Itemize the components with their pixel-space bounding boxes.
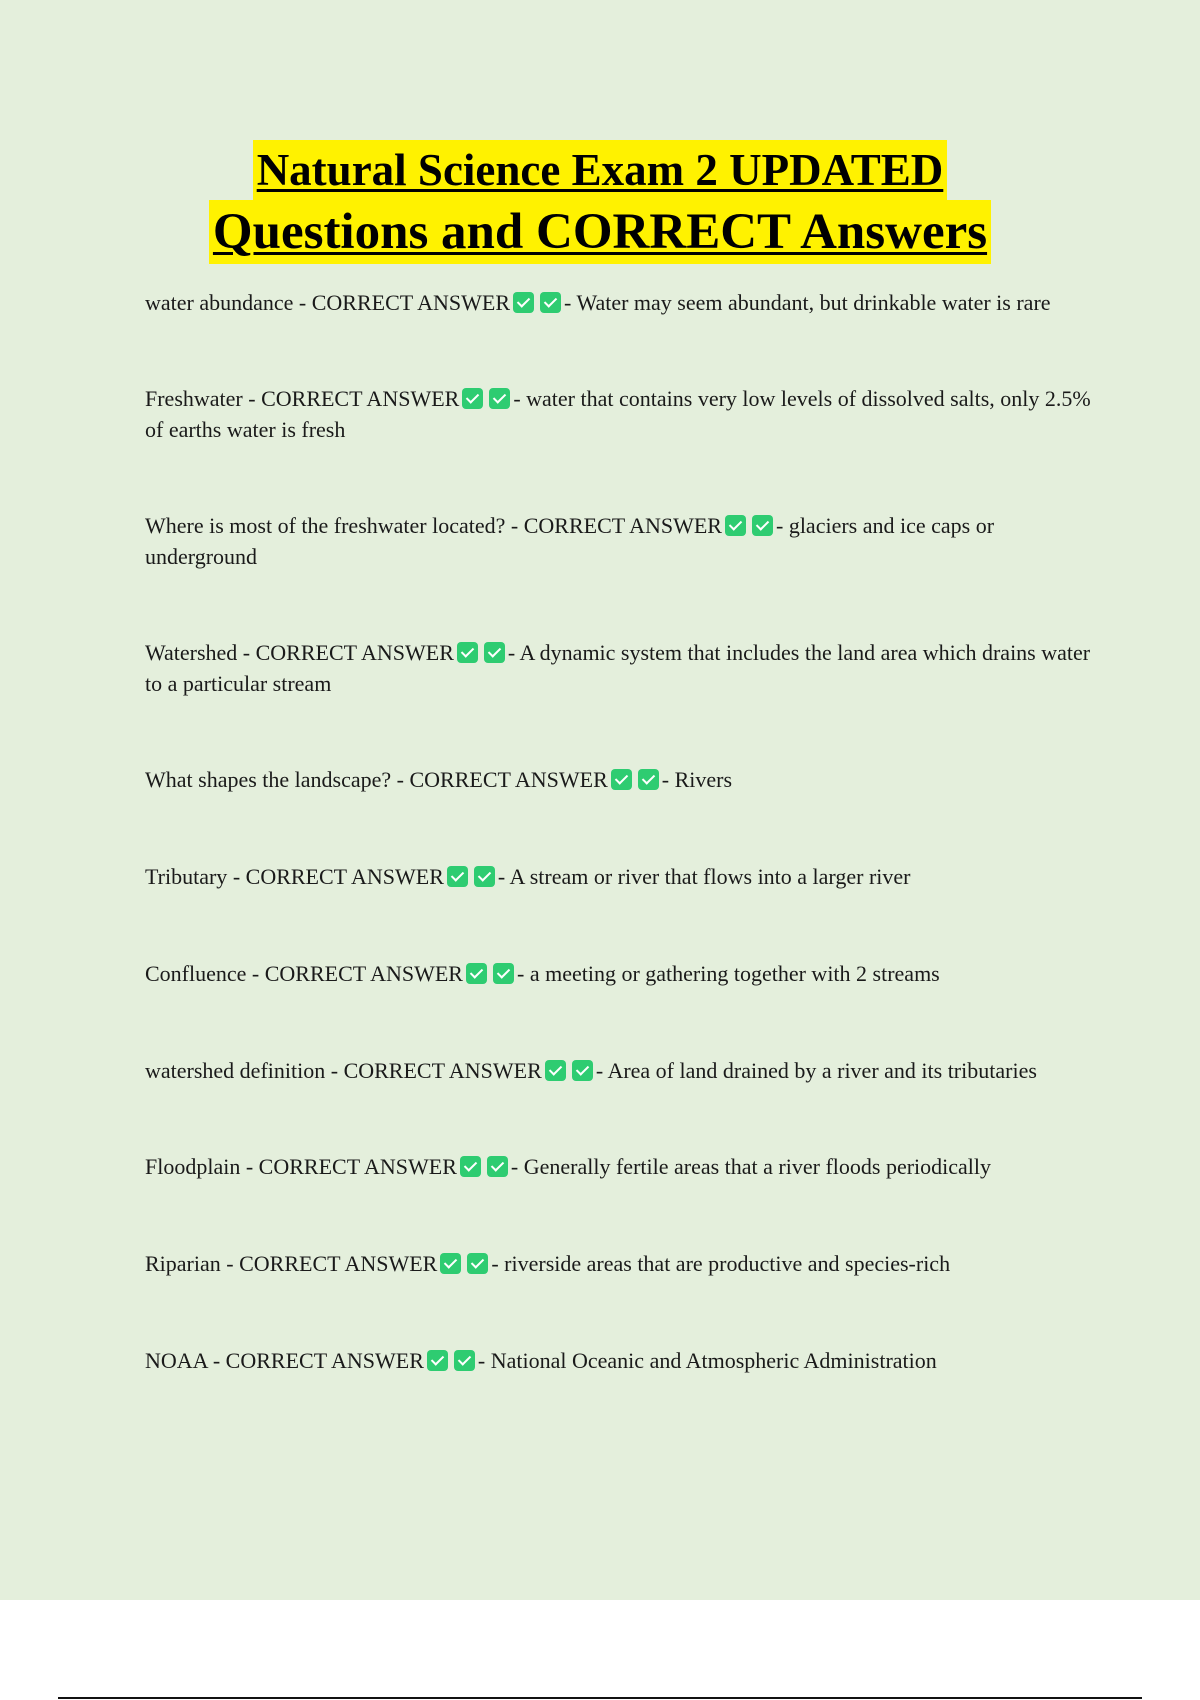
qa-label: CORRECT ANSWER bbox=[239, 1251, 438, 1276]
qa-item: NOAA - CORRECT ANSWER - National Oceanic and Atmospheric Administration bbox=[145, 1348, 937, 1373]
qa-answer: National Oceanic and Atmospheric Administration bbox=[490, 1348, 937, 1373]
qa-answer: A stream or river that flows into a larger river bbox=[509, 864, 911, 889]
check-icon bbox=[440, 1253, 461, 1274]
qa-answer: Generally fertile areas that a river floods periodically bbox=[523, 1154, 992, 1179]
title-line-2: Questions and CORRECT Answers bbox=[209, 200, 991, 264]
check-icon bbox=[638, 769, 659, 790]
qa-answer: Area of land drained by a river and its tributaries bbox=[607, 1058, 1037, 1083]
qa-item: Floodplain - CORRECT ANSWER - Generally fertile areas that a river floods periodically bbox=[145, 1154, 992, 1179]
qa-item: watershed definition - CORRECT ANSWER - Area of land drained by a river and its tributaries bbox=[145, 1058, 1037, 1083]
qa-item: Confluence - CORRECT ANSWER - a meeting or gathering together with 2 streams bbox=[145, 961, 940, 986]
qa-label: CORRECT ANSWER bbox=[261, 386, 460, 411]
title-line-1: Natural Science Exam 2 UPDATED bbox=[253, 140, 948, 200]
qa-label: CORRECT ANSWER bbox=[311, 290, 510, 315]
check-icon bbox=[460, 1156, 481, 1177]
qa-answer: Water may seem abundant, but drinkable water is rare bbox=[576, 290, 1051, 315]
qa-term: NOAA bbox=[145, 1348, 208, 1373]
qa-item: Riparian - CORRECT ANSWER - riverside areas that are productive and species-rich bbox=[145, 1251, 951, 1276]
qa-term: Tributary bbox=[145, 864, 228, 889]
qa-term: Freshwater bbox=[145, 386, 243, 411]
qa-item: Freshwater - CORRECT ANSWER - water that contains very low levels of dissolved salts, only 2.5% of earths water is fresh bbox=[145, 386, 1091, 442]
qa-answer: riverside areas that are productive and species-rich bbox=[504, 1251, 951, 1276]
qa-item: Watershed - CORRECT ANSWER - A dynamic system that includes the land area which drains water to a particular stream bbox=[145, 640, 1091, 696]
qa-answer: Rivers bbox=[674, 767, 733, 792]
check-icon bbox=[752, 515, 773, 536]
qa-list bbox=[145, 287, 1095, 1376]
qa-answer: A dynamic system that includes the land area which drains water to a particular stream bbox=[145, 640, 1091, 696]
qa-term: Where is most of the freshwater located? bbox=[145, 513, 506, 538]
check-icon bbox=[462, 388, 483, 409]
check-icon bbox=[725, 515, 746, 536]
qa-label: CORRECT ANSWER bbox=[264, 961, 463, 986]
qa-term: Riparian bbox=[145, 1251, 221, 1276]
check-icon bbox=[489, 388, 510, 409]
check-icon bbox=[611, 769, 632, 790]
qa-item: What shapes the landscape? - CORRECT ANSWER - Rivers bbox=[145, 767, 733, 792]
check-icon bbox=[447, 866, 468, 887]
check-icon bbox=[474, 866, 495, 887]
qa-term: watershed definition bbox=[145, 1058, 326, 1083]
qa-label: CORRECT ANSWER bbox=[245, 864, 444, 889]
check-icon bbox=[572, 1060, 593, 1081]
check-icon bbox=[487, 1156, 508, 1177]
qa-term: Watershed bbox=[145, 640, 238, 665]
qa-label: CORRECT ANSWER bbox=[409, 767, 608, 792]
qa-term: Floodplain bbox=[145, 1154, 241, 1179]
qa-term: Confluence bbox=[145, 961, 247, 986]
check-icon bbox=[540, 292, 561, 313]
qa-answer: a meeting or gathering together with 2 streams bbox=[529, 961, 940, 986]
qa-term: water abundance bbox=[145, 290, 294, 315]
qa-label: CORRECT ANSWER bbox=[343, 1058, 542, 1083]
qa-item: Where is most of the freshwater located? - CORRECT ANSWER - glaciers and ice caps or underground bbox=[145, 513, 995, 569]
check-icon bbox=[466, 963, 487, 984]
check-icon bbox=[513, 292, 534, 313]
footer-divider bbox=[58, 1697, 1142, 1699]
check-icon bbox=[545, 1060, 566, 1081]
check-icon bbox=[467, 1253, 488, 1274]
qa-item: Tributary - CORRECT ANSWER - A stream or river that flows into a larger river bbox=[145, 864, 911, 889]
qa-label: CORRECT ANSWER bbox=[255, 640, 454, 665]
check-icon bbox=[457, 642, 478, 663]
check-icon bbox=[493, 963, 514, 984]
qa-answer: water that contains very low levels of dissolved salts, only 2.5% of earths water is fresh bbox=[145, 386, 1091, 442]
qa-answer: glaciers and ice caps or underground bbox=[145, 513, 995, 569]
check-icon bbox=[427, 1350, 448, 1371]
qa-term: What shapes the landscape? bbox=[145, 767, 392, 792]
qa-item: water abundance - CORRECT ANSWER - Water may seem abundant, but drinkable water is rare bbox=[145, 290, 1051, 315]
check-icon bbox=[484, 642, 505, 663]
check-icon bbox=[454, 1350, 475, 1371]
qa-label: CORRECT ANSWER bbox=[523, 513, 722, 538]
qa-label: CORRECT ANSWER bbox=[258, 1154, 457, 1179]
document-title bbox=[0, 140, 1200, 264]
qa-label: CORRECT ANSWER bbox=[225, 1348, 424, 1373]
